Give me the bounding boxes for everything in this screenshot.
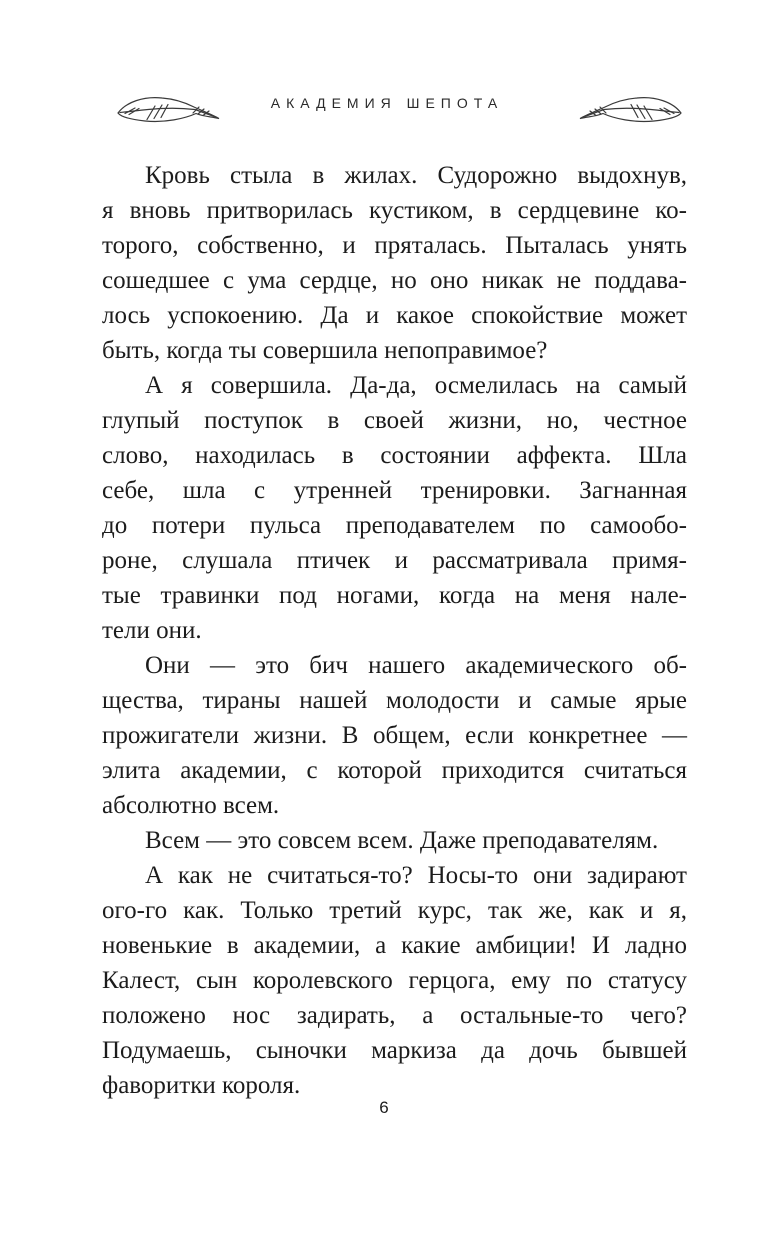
text-line: роне, слушала птичек и рассматривала примя- bbox=[102, 547, 687, 574]
text-line: Они — это бич нашего академического об- bbox=[145, 652, 687, 679]
text-line: элита академии, с которой приходится считаться bbox=[102, 757, 687, 784]
text-line: тые травинки под ногами, когда на меня нале- bbox=[102, 582, 687, 609]
text-line: Калест, сын королевского герцога, ему по статусу bbox=[102, 967, 687, 994]
text-line: щества, тираны нашей молодости и самые ярые bbox=[102, 687, 687, 714]
page-number: 6 bbox=[379, 1098, 389, 1117]
text-line: новенькие в академии, а какие амбиции! И ладно bbox=[102, 932, 687, 959]
text-line: сошедшее с ума сердце, но оно никак не поддава- bbox=[102, 267, 687, 294]
text-line: торого, собственно, и пряталась. Пыталась унять bbox=[102, 232, 687, 259]
text-line: Всем — это совсем всем. Даже преподавателям. bbox=[145, 827, 659, 854]
text-line: А я совершила. Да-да, осмелилась на самый bbox=[145, 372, 687, 399]
text-line: Подумаешь, сыночки маркиза да дочь бывшей bbox=[102, 1037, 687, 1064]
text-line: до потери пульса преподавателем по самообо- bbox=[102, 512, 687, 539]
text-line: я вновь притворилась кустиком, в сердцевине ко- bbox=[102, 197, 687, 224]
text-line: Кровь стыла в жилах. Судорожно выдохнув, bbox=[145, 162, 687, 189]
text-line: А как не считаться-то? Носы-то они задирают bbox=[145, 862, 687, 889]
text-line: себе, шла с утренней тренировки. Загнанная bbox=[102, 477, 687, 504]
text-line: глупый поступок в своей жизни, но, честное bbox=[102, 407, 687, 434]
text-line: лось успокоению. Да и какое спокойствие может bbox=[102, 302, 687, 329]
text-line: ого-го как. Только третий курс, так же, как и я, bbox=[102, 897, 687, 924]
text-line: прожигатели жизни. В общем, если конкретнее — bbox=[102, 722, 687, 749]
text-block bbox=[102, 158, 687, 1103]
running-title: АКАДЕМИЯ ШЕПОТА bbox=[270, 95, 504, 111]
text-line: тели они. bbox=[102, 617, 202, 644]
text-line: слово, находилась в состоянии аффекта. Шла bbox=[102, 442, 687, 469]
text-line: абсолютно всем. bbox=[102, 792, 280, 819]
text-line: положено нос задирать, а остальные-то чего? bbox=[102, 1002, 687, 1029]
text-line: фаворитки короля. bbox=[102, 1072, 301, 1099]
text-line: быть, когда ты совершила непоправимое? bbox=[102, 337, 548, 364]
feather-ornament-right-icon bbox=[576, 94, 686, 124]
